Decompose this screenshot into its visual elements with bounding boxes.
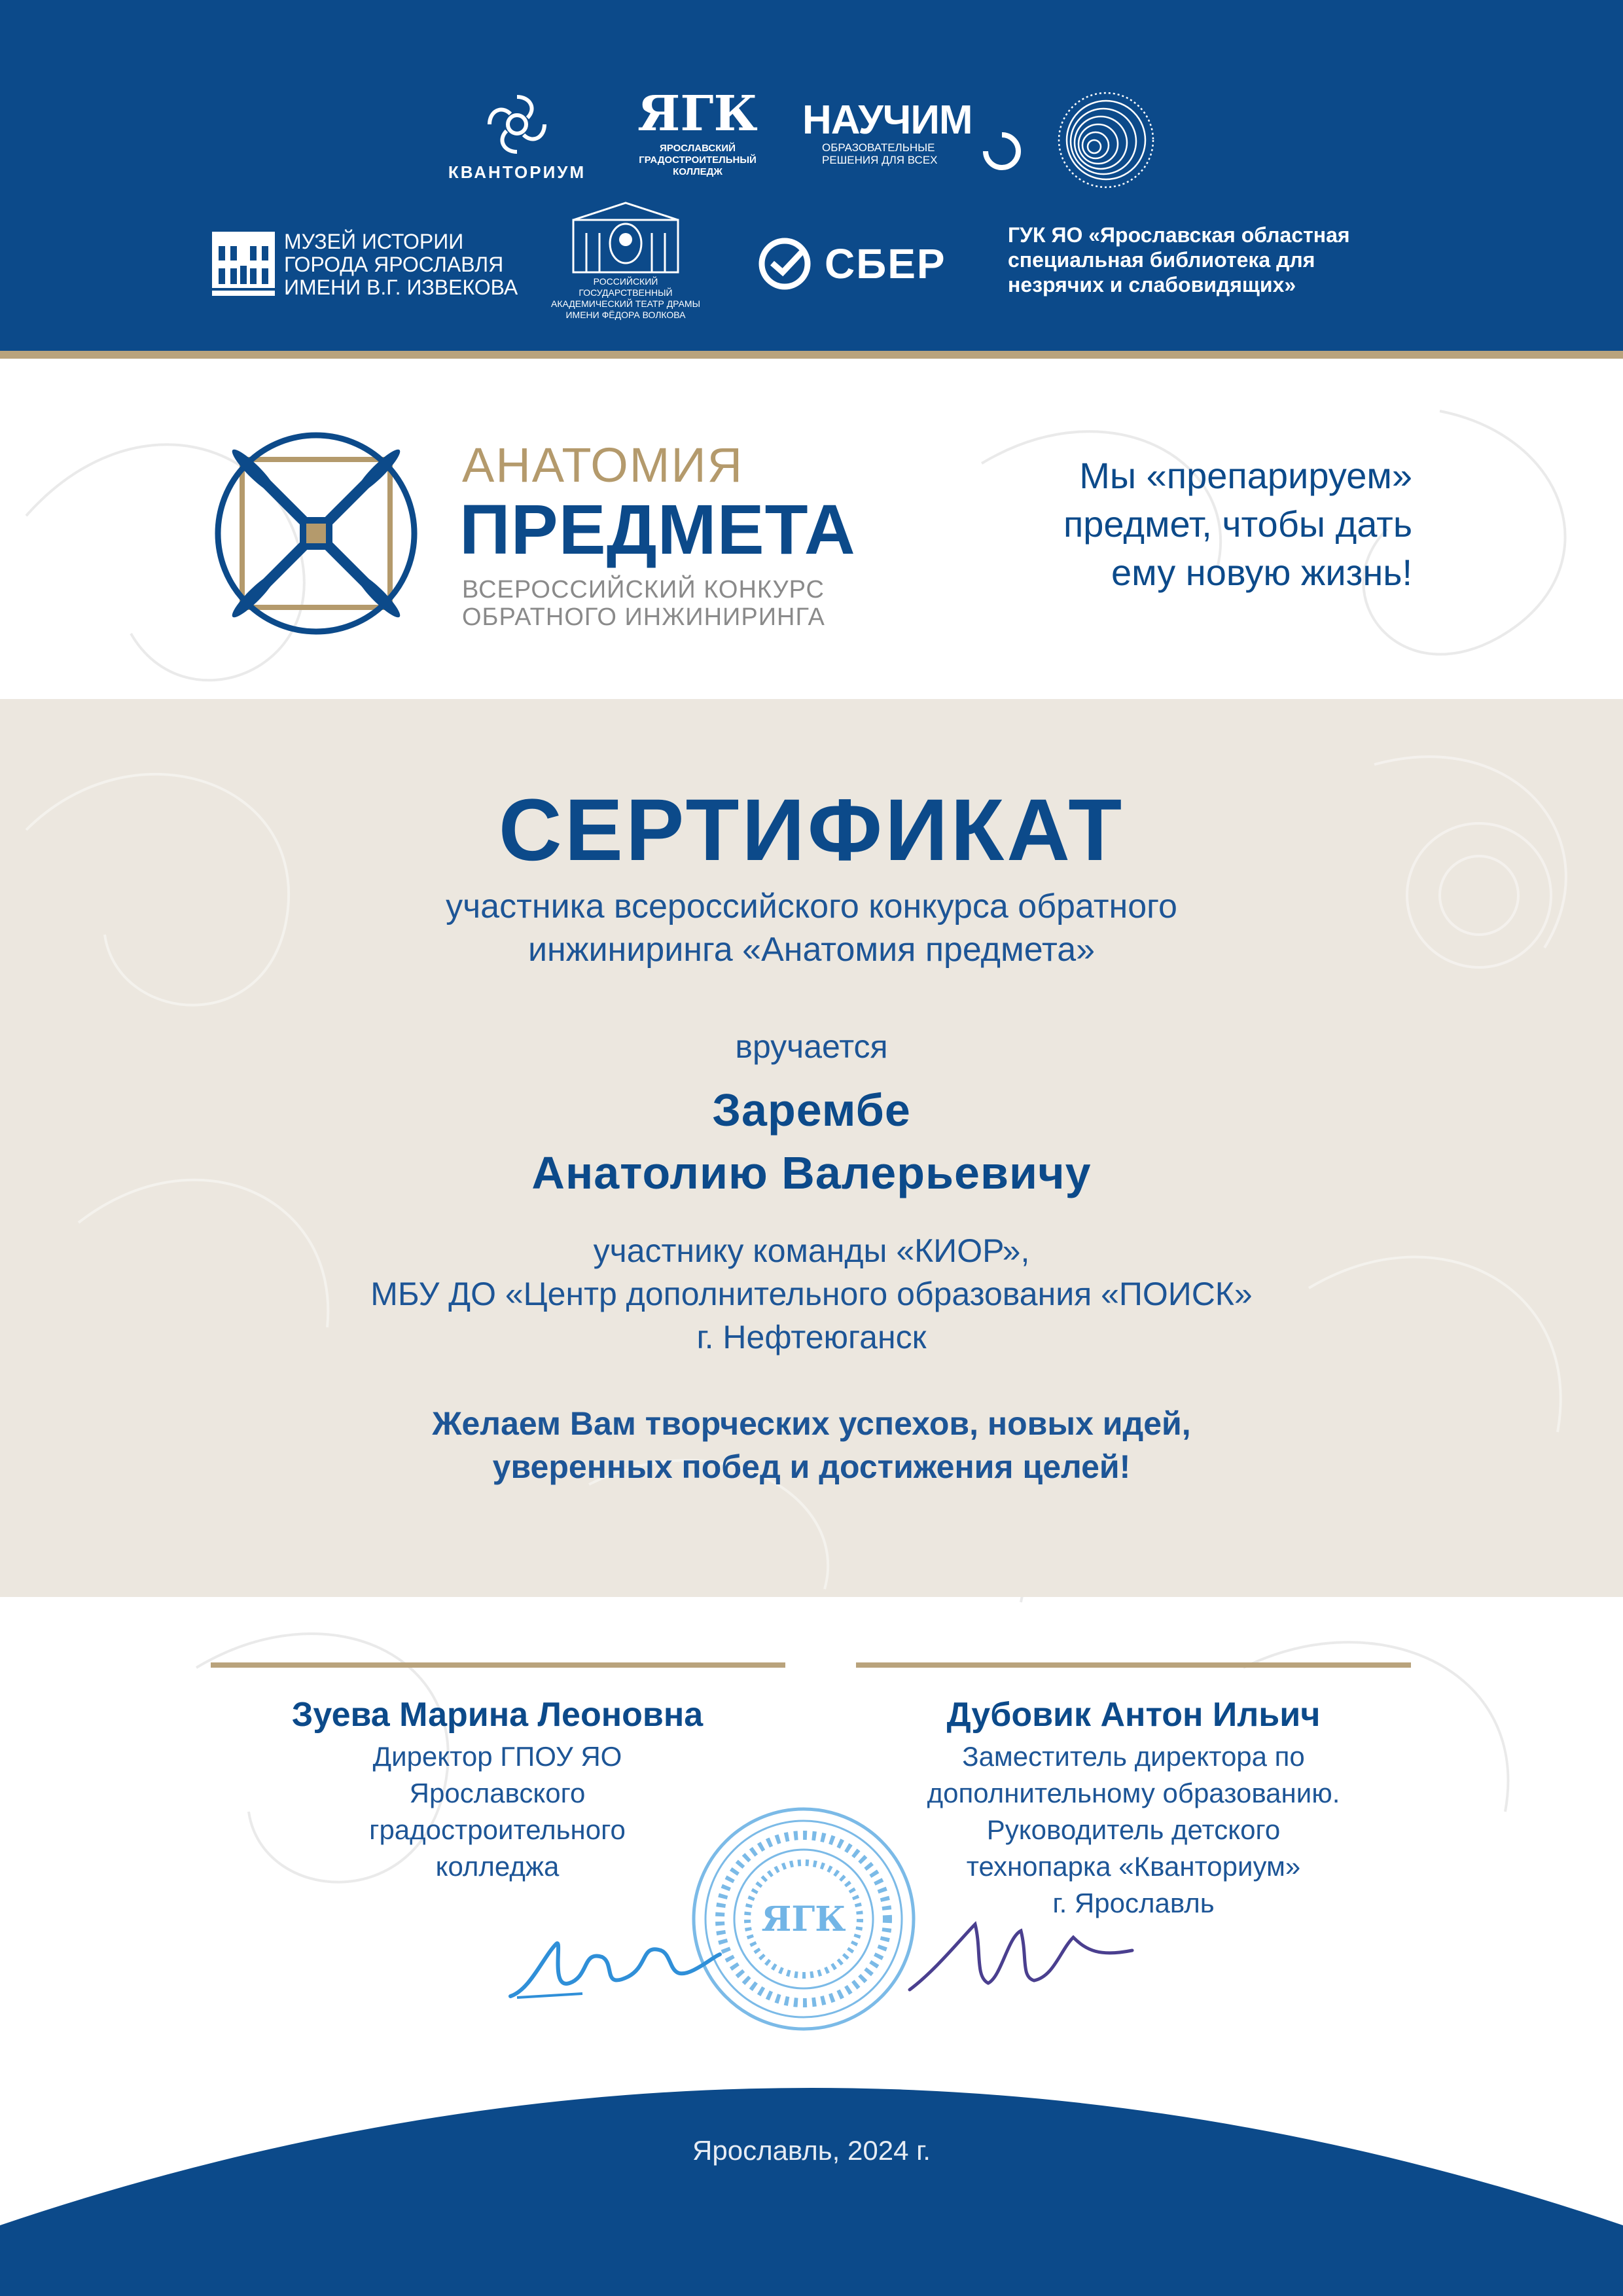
signatory-right-role (839, 1738, 1428, 1922)
signatory-left-role-3: градостроительного (369, 1814, 626, 1845)
signatory-left-role-1: Директор ГПОУ ЯО (372, 1741, 622, 1772)
ygk-caption-3: КОЛЛЕДЖ (673, 166, 722, 177)
signature-line-left (211, 1662, 785, 1668)
spiral-emblem-logo (1055, 89, 1157, 191)
nauchim-arrow-icon (979, 128, 1025, 174)
header-gold-divider (0, 351, 1623, 359)
library-caption-2: специальная библиотека для (1008, 248, 1315, 272)
slogan-line-2: предмет, чтобы дать (1063, 503, 1412, 545)
sber-check-icon (757, 236, 813, 292)
library-caption-1: ГУК ЯО «Ярославская областная (1008, 223, 1350, 247)
signatory-right-role-4: технопарка «Кванториум» (966, 1851, 1301, 1882)
ygk-caption-2: ГРАДОСТРОИТЕЛЬНЫЙ (639, 154, 757, 166)
slogan (915, 452, 1412, 597)
theatre-caption-2: АКАДЕМИЧЕСКИЙ ТЕАТР ДРАМЫ (551, 298, 700, 309)
library-caption-3: незрячих и слабовидящих» (1008, 273, 1296, 296)
signatory-right-role-3: Руководитель детского (986, 1814, 1281, 1845)
museum-caption-3: ИМЕНИ В.Г. ИЗВЕКОВА (284, 276, 518, 299)
slogan-line-3: ему новую жизнь! (1111, 552, 1412, 593)
awarded-label: вручается (735, 1028, 888, 1065)
signatory-left-role-4: колледжа (435, 1851, 560, 1882)
signature-line-right (856, 1662, 1411, 1668)
nauchim-caption-1: ОБРАЗОВАТЕЛЬНЫЕ (822, 141, 935, 154)
signatory-left-role (236, 1738, 759, 1885)
museum-building-icon (211, 230, 276, 297)
signature-right-icon (903, 1911, 1139, 2003)
kvantorium-icon (484, 92, 550, 157)
theatre-caption-1: РОССИЙСКИЙ ГОСУДАРСТВЕННЫЙ (579, 276, 673, 298)
theatre-logo (547, 200, 704, 321)
slogan-line-1: Мы «препарируем» (1079, 455, 1412, 496)
theatre-building-icon (560, 200, 691, 276)
signatory-right-role-1: Заместитель директора по (962, 1741, 1305, 1772)
theatre-caption-3: ИМЕНИ ФЁДОРА ВОЛКОВА (565, 310, 686, 320)
signatory-right-role-2: дополнительному образованию. (927, 1778, 1340, 1808)
ygk-caption-1: ЯРОСЛАВСКИЙ (660, 143, 736, 154)
signatory-right-role-5: г. Ярославль (1052, 1888, 1215, 1918)
certificate-subtitle-2: инжиниринга «Анатомия предмета» (527, 931, 1096, 969)
recipient-organization: МБУ ДО «Центр дополнительного образования «ПОИСК» (370, 1276, 1253, 1312)
brand-subtitle-2: ОБРАТНОГО ИНЖИНИРИНГА (462, 603, 825, 631)
museum-caption-2: ГОРОДА ЯРОСЛАВЛЯ (284, 253, 504, 276)
footer-place-date: Ярославль, 2024 г. (692, 2135, 931, 2166)
ygk-mark: ЯГК (637, 86, 758, 142)
brand-subtitle-1: ВСЕРОССИЙСКИЙ КОНКУРС (462, 576, 825, 603)
recipient-details (0, 1229, 1623, 1359)
nauchim-caption-2: РЕШЕНИЯ ДЛЯ ВСЕХ (822, 154, 938, 166)
brand-title-line2: ПРЕДМЕТА (459, 490, 856, 569)
signatory-right-name: Дубовик Антон Ильич (946, 1696, 1321, 1734)
wish-line-2: уверенных побед и достижения целей! (492, 1448, 1131, 1485)
wish-line-1: Желаем Вам творческих успехов, новых идей, (432, 1405, 1191, 1442)
recipient-given-names: Анатолию Валерьевичу (531, 1147, 1092, 1198)
wish-text (0, 1402, 1623, 1488)
sber-logo (757, 234, 966, 293)
nauchim-logo (802, 99, 1025, 166)
brand-title-line1: АНАТОМИЯ (462, 438, 744, 492)
recipient-team: участнику команды «КИОР», (593, 1232, 1030, 1269)
kvantorium-logo (432, 92, 602, 183)
museum-caption-1: МУЗЕЙ ИСТОРИИ (284, 230, 464, 253)
ygk-logo (632, 86, 763, 178)
certificate-title: СЕРТИФИКАТ (498, 781, 1125, 879)
library-logo (1008, 223, 1414, 297)
stamp-center-text: ЯГК (761, 1899, 846, 1939)
spiral-emblem-icon (1055, 89, 1157, 191)
kvantorium-caption: КВАНТОРИУМ (448, 162, 586, 182)
certificate-subtitle (0, 885, 1623, 971)
drone-emblem-icon (208, 425, 424, 641)
sber-wordmark: СБЕР (825, 240, 946, 287)
signatory-left-name: Зуева Марина Леоновна (291, 1696, 704, 1734)
signatory-left-role-2: Ярославского (409, 1778, 586, 1808)
recipient-name (0, 1079, 1623, 1204)
signature-left-icon (504, 1918, 726, 2009)
recipient-surname: Зарембе (712, 1085, 911, 1136)
recipient-city: г. Нефтеюганск (696, 1319, 927, 1355)
brand-subtitle (462, 576, 825, 631)
partners-header (0, 0, 1623, 351)
nauchim-mark: НАУЧИМ (802, 98, 972, 143)
certificate-subtitle-1: участника всероссийского конкурса обратного (446, 888, 1177, 925)
